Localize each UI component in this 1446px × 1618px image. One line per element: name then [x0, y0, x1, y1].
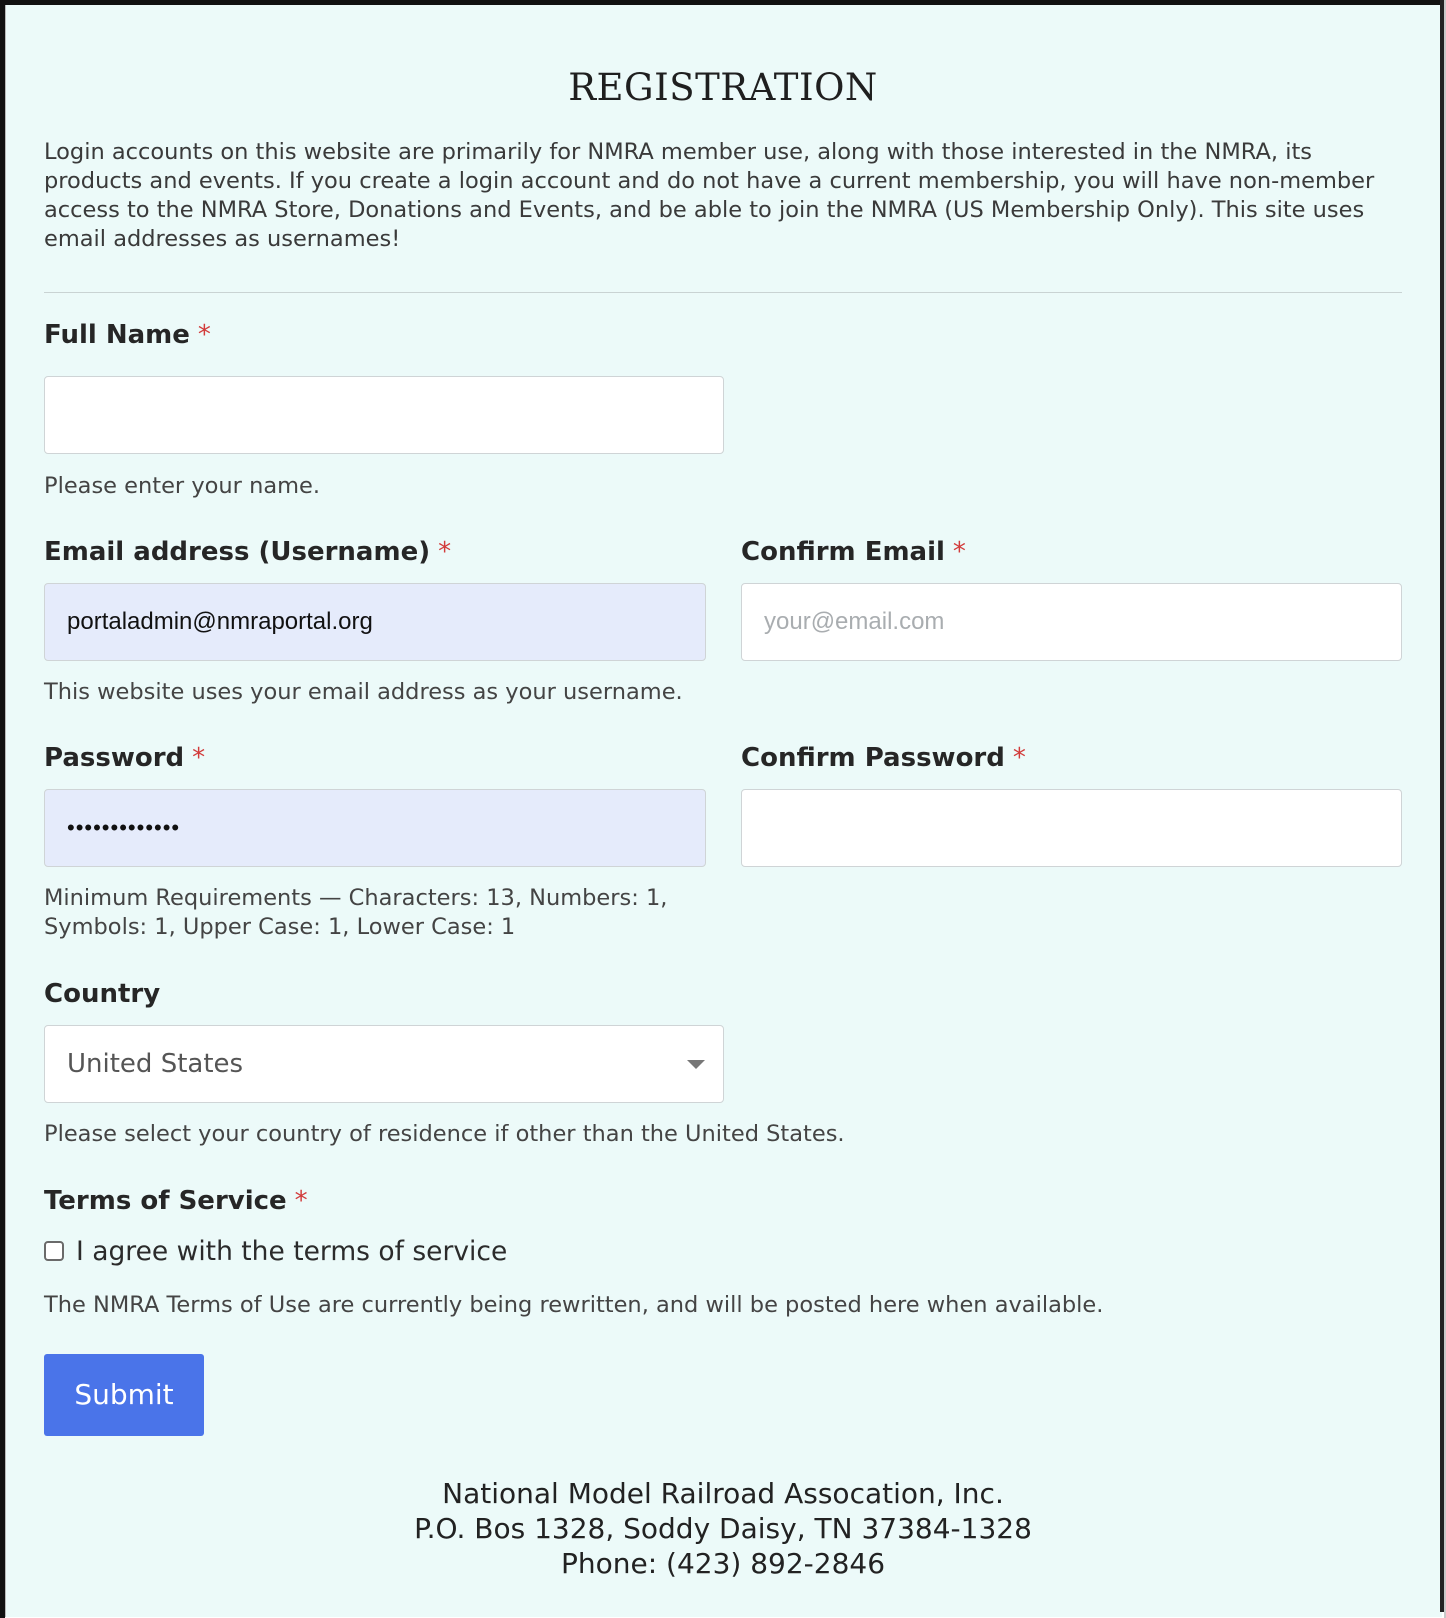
- confirm-password-label: [741, 743, 1026, 773]
- page-title: REGISTRATION: [568, 66, 878, 109]
- password-label-text: Password: [44, 743, 185, 773]
- password-help-line2: Symbols: 1, Upper Case: 1, Lower Case: 1: [44, 914, 516, 940]
- country-select[interactable]: [44, 1025, 724, 1103]
- country-label-text: Country: [44, 979, 161, 1009]
- email-label-text: Email address (Username): [44, 537, 431, 567]
- required-mark: *: [192, 743, 206, 773]
- terms-help: The NMRA Terms of Use are currently being rewritten, and will be posted here when available.: [44, 1292, 1104, 1318]
- email-input[interactable]: [44, 583, 706, 661]
- divider: [44, 292, 1402, 293]
- required-mark: *: [294, 1186, 308, 1216]
- country-label: [44, 979, 160, 1009]
- footer-org-name: National Model Railroad Assocation, Inc.: [442, 1477, 1004, 1510]
- terms-label: [44, 1186, 308, 1216]
- terms-checkbox[interactable]: [44, 1241, 64, 1261]
- full-name-help: Please enter your name.: [44, 473, 321, 499]
- password-help-line1: Minimum Requirements — Characters: 13, Numbers: 1,: [44, 885, 668, 911]
- confirm-email-input[interactable]: [741, 583, 1402, 661]
- full-name-label: [44, 320, 211, 350]
- country-selected-value: United States: [67, 1049, 244, 1079]
- intro-text: Login accounts on this website are primarily for NMRA member use, along with those interested in the NMRA, its products and events. If you create a login account and do not have a current membership, you will have non-member access to the NMRA Store, Donations and Events, and be able to join the NMRA (US Membership Only). This site uses email addresses as usernames!: [44, 139, 1375, 252]
- chevron-down-icon: [687, 1060, 705, 1069]
- full-name-label-text: Full Name: [44, 320, 190, 350]
- required-mark: *: [438, 537, 452, 567]
- confirm-email-label: [741, 537, 966, 567]
- required-mark: *: [952, 537, 966, 567]
- footer-phone: Phone: (423) 892-2846: [560, 1547, 886, 1580]
- password-input[interactable]: [44, 789, 706, 867]
- terms-checkbox-label[interactable]: I agree with the terms of service: [76, 1236, 508, 1267]
- email-value: portaladmin@nmraportal.org: [67, 608, 373, 635]
- password-value: •••••••••••••: [67, 815, 181, 840]
- country-help: Please select your country of residence if other than the United States.: [44, 1121, 845, 1147]
- full-name-input[interactable]: [44, 376, 724, 454]
- required-mark: *: [1012, 743, 1026, 773]
- footer-address: P.O. Bos 1328, Soddy Daisy, TN 37384-1328: [414, 1512, 1032, 1545]
- confirm-password-input[interactable]: [741, 789, 1402, 867]
- required-mark: *: [197, 320, 211, 350]
- confirm-email-label-text: Confirm Email: [741, 537, 945, 567]
- terms-label-text: Terms of Service: [44, 1186, 287, 1216]
- confirm-password-label-text: Confirm Password: [741, 743, 1005, 773]
- email-label: [44, 537, 451, 567]
- frame-left-border: [0, 0, 5, 1618]
- frame-top-border: [0, 0, 1446, 5]
- email-help: This website uses your email address as your username.: [44, 679, 683, 705]
- confirm-email-placeholder: your@email.com: [764, 608, 945, 635]
- submit-button[interactable]: Submit: [44, 1354, 204, 1436]
- password-label: [44, 743, 205, 773]
